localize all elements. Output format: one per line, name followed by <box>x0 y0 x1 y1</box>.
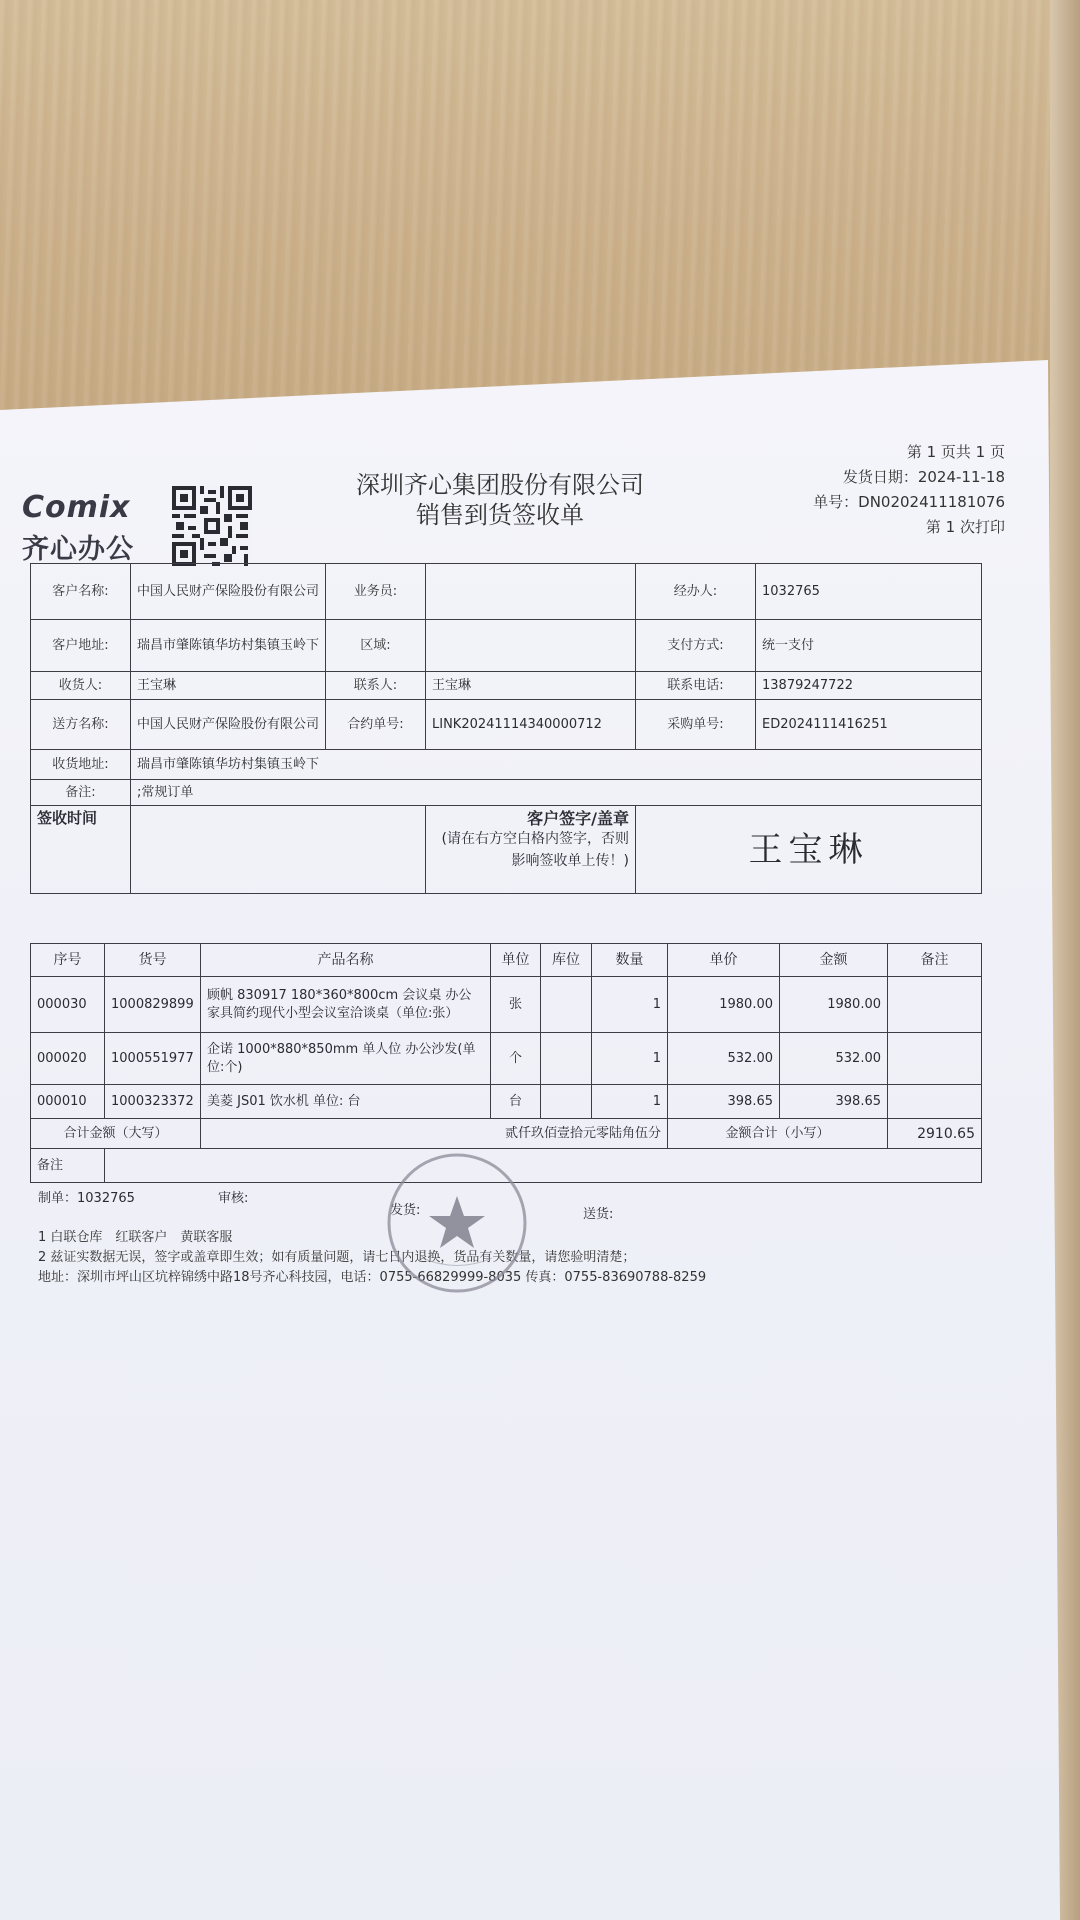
row-seq: 000020 <box>31 1033 105 1085</box>
total-value: 2910.65 <box>888 1119 982 1149</box>
row-note <box>888 977 982 1033</box>
header-sku: 货号 <box>105 944 201 977</box>
customer-name-label: 客户名称: <box>31 564 131 620</box>
header-amount: 金额 <box>780 944 888 977</box>
items-remark-value <box>105 1149 982 1183</box>
customer-address-value: 瑞昌市肇陈镇华坊村集镇玉岭下 <box>131 620 326 672</box>
row-qty: 1 <box>592 1033 668 1085</box>
qr-code-icon <box>172 486 252 566</box>
logo-english: Comix <box>22 490 131 525</box>
row-name: 企诺 1000*880*850mm 单人位 办公沙发(单位:个) <box>201 1033 491 1085</box>
contract-value: LINK20241114340000712 <box>426 700 636 750</box>
region-value <box>426 620 636 672</box>
ship-to-label: 送方名称: <box>31 700 131 750</box>
page-count: 第 1 页共 1 页 <box>906 443 1005 461</box>
salesman-label: 业务员: <box>326 564 426 620</box>
document-title <box>320 470 680 530</box>
row-sku: 1000323372 <box>105 1085 201 1119</box>
salesman-value <box>426 564 636 620</box>
remark-label: 备注: <box>31 780 131 806</box>
header-unit: 单位 <box>491 944 541 977</box>
handler-label: 经办人: <box>636 564 756 620</box>
deliverer-label: 送货: <box>583 1207 614 1222</box>
row-qty: 1 <box>592 1085 668 1119</box>
row-amount: 398.65 <box>780 1085 888 1119</box>
row-seq: 000010 <box>31 1085 105 1119</box>
shipper-label: 发货: <box>390 1203 421 1218</box>
row-unit: 张 <box>491 977 541 1033</box>
total-row <box>31 1119 982 1149</box>
table-row <box>31 1085 982 1119</box>
row-location <box>541 1033 592 1085</box>
row-price: 532.00 <box>668 1033 780 1085</box>
ship-date: 发货日期：2024-11-18 <box>842 468 1005 486</box>
row-name: 美菱 JS01 饮水机 单位: 台 <box>201 1085 491 1119</box>
receive-address-value: 瑞昌市肇陈镇华坊村集镇玉岭下 <box>131 750 982 780</box>
header-location: 库位 <box>541 944 592 977</box>
row-qty: 1 <box>592 977 668 1033</box>
document-meta <box>813 440 1005 540</box>
table-row <box>31 1033 982 1085</box>
address-note: 地址：深圳市坪山区坑梓锦绣中路18号齐心科技园，电话：0755-66829999-8035 传真：0755-83690788-8259 <box>38 1270 707 1285</box>
terms-note: 2 兹证实数据无误，签字或盖章即生效；如有质量问题，请七日内退换，货品有关数量，请您验明清楚； <box>38 1250 636 1265</box>
reviewer-label: 审核: <box>218 1191 249 1206</box>
remark-value: ;常规订单 <box>131 780 982 806</box>
document-number: 单号：DN0202411181076 <box>813 493 1005 511</box>
phone-label: 联系电话: <box>636 672 756 700</box>
company-seal-icon <box>382 1148 532 1298</box>
table-row <box>31 977 982 1033</box>
items-header-row <box>31 944 982 977</box>
purchase-value: ED2024111416251 <box>756 700 982 750</box>
payment-label: 支付方式: <box>636 620 756 672</box>
receive-address-label: 收货地址: <box>31 750 131 780</box>
row-sku: 1000551977 <box>105 1033 201 1085</box>
total-label: 金额合计（小写） <box>668 1119 888 1149</box>
row-amount: 532.00 <box>780 1033 888 1085</box>
customer-signature[interactable]: 王宝琳 <box>636 806 982 894</box>
purchase-label: 采购单号: <box>636 700 756 750</box>
print-count: 第 1 次打印 <box>925 518 1005 536</box>
logo-chinese: 齐心办公 <box>22 534 134 565</box>
phone-value: 13879247722 <box>756 672 982 700</box>
footer-notes <box>38 1228 706 1288</box>
total-cn-value: 贰仟玖佰壹拾元零陆角伍分 <box>201 1119 668 1149</box>
ship-to-value: 中国人民财产保险股份有限公司 <box>131 700 326 750</box>
items-table <box>30 943 982 1183</box>
sign-note: (请在右方空白格内签字，否则影响签收单上传！) <box>441 831 629 869</box>
row-note <box>888 1085 982 1119</box>
copy-note: 1 白联仓库 红联客户 黄联客服 <box>38 1230 233 1245</box>
region-label: 区域: <box>326 620 426 672</box>
row-unit: 个 <box>491 1033 541 1085</box>
header-seq: 序号 <box>31 944 105 977</box>
receiver-label: 收货人: <box>31 672 131 700</box>
payment-value: 统一支付 <box>756 620 982 672</box>
sign-time-field[interactable] <box>131 806 426 894</box>
customer-name-value: 中国人民财产保险股份有限公司 <box>131 564 326 620</box>
contact-label: 联系人: <box>326 672 426 700</box>
company-logo <box>22 490 134 566</box>
row-price: 1980.00 <box>668 977 780 1033</box>
form-title: 销售到货签收单 <box>416 501 584 529</box>
row-sku: 1000829899 <box>105 977 201 1033</box>
maker-label: 制单：1032765 <box>38 1191 135 1206</box>
contract-label: 合约单号: <box>326 700 426 750</box>
total-cn-label: 合计金额（大写） <box>31 1119 201 1149</box>
row-location <box>541 977 592 1033</box>
row-seq: 000030 <box>31 977 105 1033</box>
row-name: 顾帆 830917 180*360*800cm 会议桌 办公家具简约现代小型会议室洽谈桌（单位:张） <box>201 977 491 1033</box>
header-qty: 数量 <box>592 944 668 977</box>
header-price: 单价 <box>668 944 780 977</box>
row-amount: 1980.00 <box>780 977 888 1033</box>
customer-address-label: 客户地址: <box>31 620 131 672</box>
contact-value: 王宝琳 <box>426 672 636 700</box>
header-note: 备注 <box>888 944 982 977</box>
sign-time-label: 签收时间 <box>31 806 131 894</box>
header-name: 产品名称 <box>201 944 491 977</box>
customer-info-table <box>30 563 982 894</box>
row-unit: 台 <box>491 1085 541 1119</box>
row-note <box>888 1033 982 1085</box>
receiver-value: 王宝琳 <box>131 672 326 700</box>
company-name: 深圳齐心集团股份有限公司 <box>356 471 644 499</box>
row-location <box>541 1085 592 1119</box>
sign-instruction <box>426 806 636 894</box>
row-price: 398.65 <box>668 1085 780 1119</box>
handler-value: 1032765 <box>756 564 982 620</box>
sign-heading: 客户签字/盖章 <box>527 809 629 828</box>
items-remark-label: 备注 <box>31 1149 105 1183</box>
